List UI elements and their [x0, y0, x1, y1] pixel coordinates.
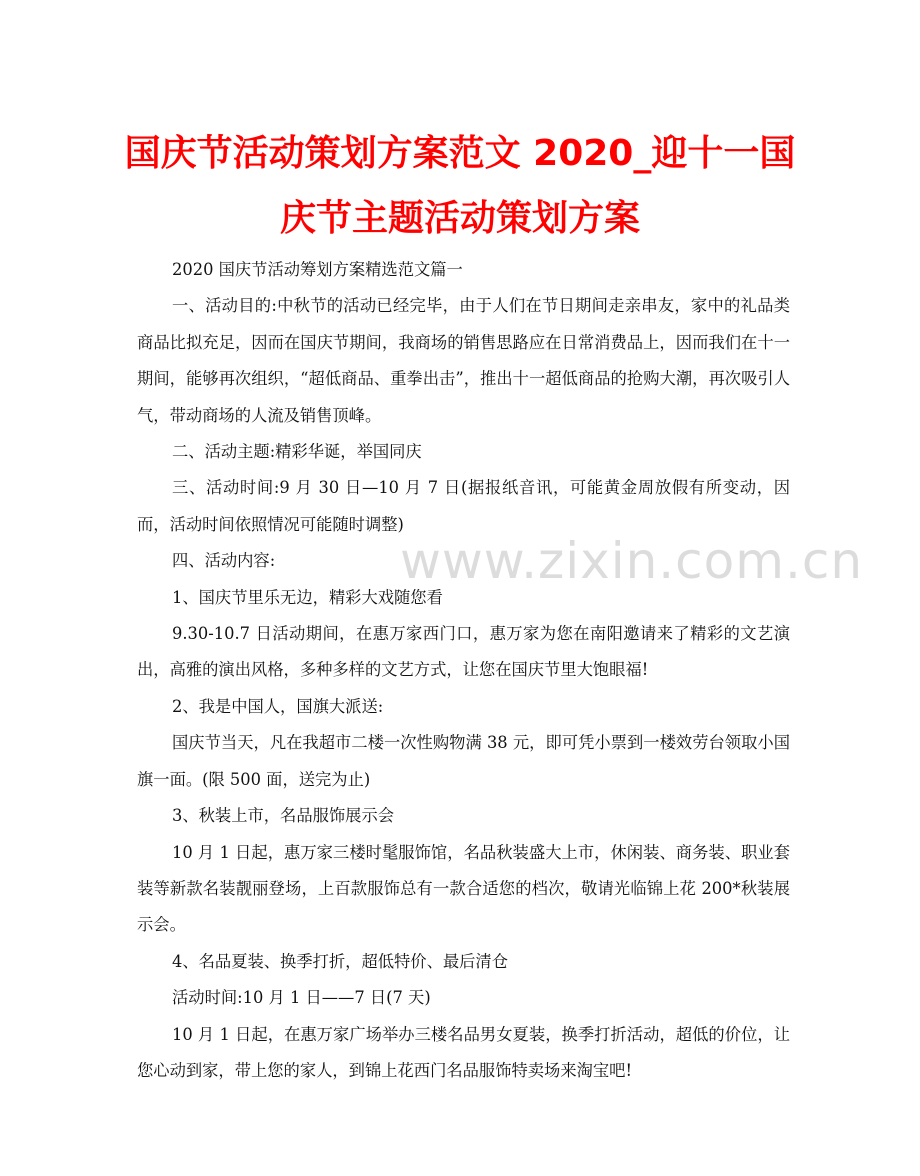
- paragraph-item-2-heading: 2、我是中国人，国旗大派送:: [172, 696, 384, 716]
- document-title-line-1: 国庆节活动策划方案范文 2020_迎十一国: [124, 133, 796, 174]
- paragraph-item-3-heading: 3、秋装上市，名品服饰展示会: [172, 806, 395, 826]
- paragraph-item-3-body: 10 月 1 日起，惠万家三楼时髦服饰馆，名品秋装盛大上市，休闲装、商务装、职业套装等新款名装靓丽登场，上百款服饰总有一款合适您的档次，敬请光临锦上花 200*秋装展示会。: [137, 842, 790, 935]
- document-title-line-2: 庆节主题活动策划方案: [279, 198, 640, 239]
- paragraph-activity-theme: 二、活动主题:精彩华诞，举国同庆: [172, 442, 422, 462]
- paragraph-section-heading: 2020 国庆节活动筹划方案精选范文篇一: [172, 260, 463, 279]
- paragraph-activity-time: 三、活动时间:9 月 30 日—10 月 7 日(据报纸音讯，可能黄金周放假有所变动，因而，活动时间依照情况可能随时调整): [137, 478, 790, 534]
- paragraph-activity-purpose: 一、活动目的:中秋节的活动已经完毕，由于人们在节日期间走亲串友，家中的礼品类商品比拟充足，因而在国庆节期间，我商场的销售思路应在日常消费品上，因而我们在十一期间，能够再次组织，“超低商品、重拳出击”，推出十一超低商品的抢购大潮，再次吸引人气，带动商场的人流及销售顶峰。: [137, 296, 790, 425]
- paragraph-activity-content-heading: 四、活动内容:: [172, 551, 276, 571]
- paragraph-item-4-heading: 4、名品夏装、换季打折，超低特价、最后清仓: [172, 951, 508, 971]
- paragraph-item-1-body: 9.30-10.7 日活动期间，在惠万家西门口，惠万家为您在南阳邀请来了精彩的文艺演出，高雅的演出风格，多种多样的文艺方式，让您在国庆节里大饱眼福!: [137, 624, 790, 680]
- paragraph-item-1-heading: 1、国庆节里乐无边，精彩大戏随您看: [172, 587, 443, 607]
- paragraph-item-2-body: 国庆节当天，凡在我超市二楼一次性购物满 38 元，即可凭小票到一楼效劳台领取小国旗一面。(限 500 面，送完为止): [137, 733, 790, 789]
- paragraph-item-4-body: 10 月 1 日起，在惠万家广场举办三楼名品男女夏装，换季打折活动，超低的价位，让您心动到家，带上您的家人，到锦上花西门名品服饰特卖场来淘宝吧!: [137, 1024, 790, 1080]
- document-body: [137, 252, 790, 1089]
- watermark: www.zixin.com.cn: [400, 532, 864, 590]
- paragraph-item-4-time: 活动时间:10 月 1 日——7 日(7 天): [172, 988, 431, 1008]
